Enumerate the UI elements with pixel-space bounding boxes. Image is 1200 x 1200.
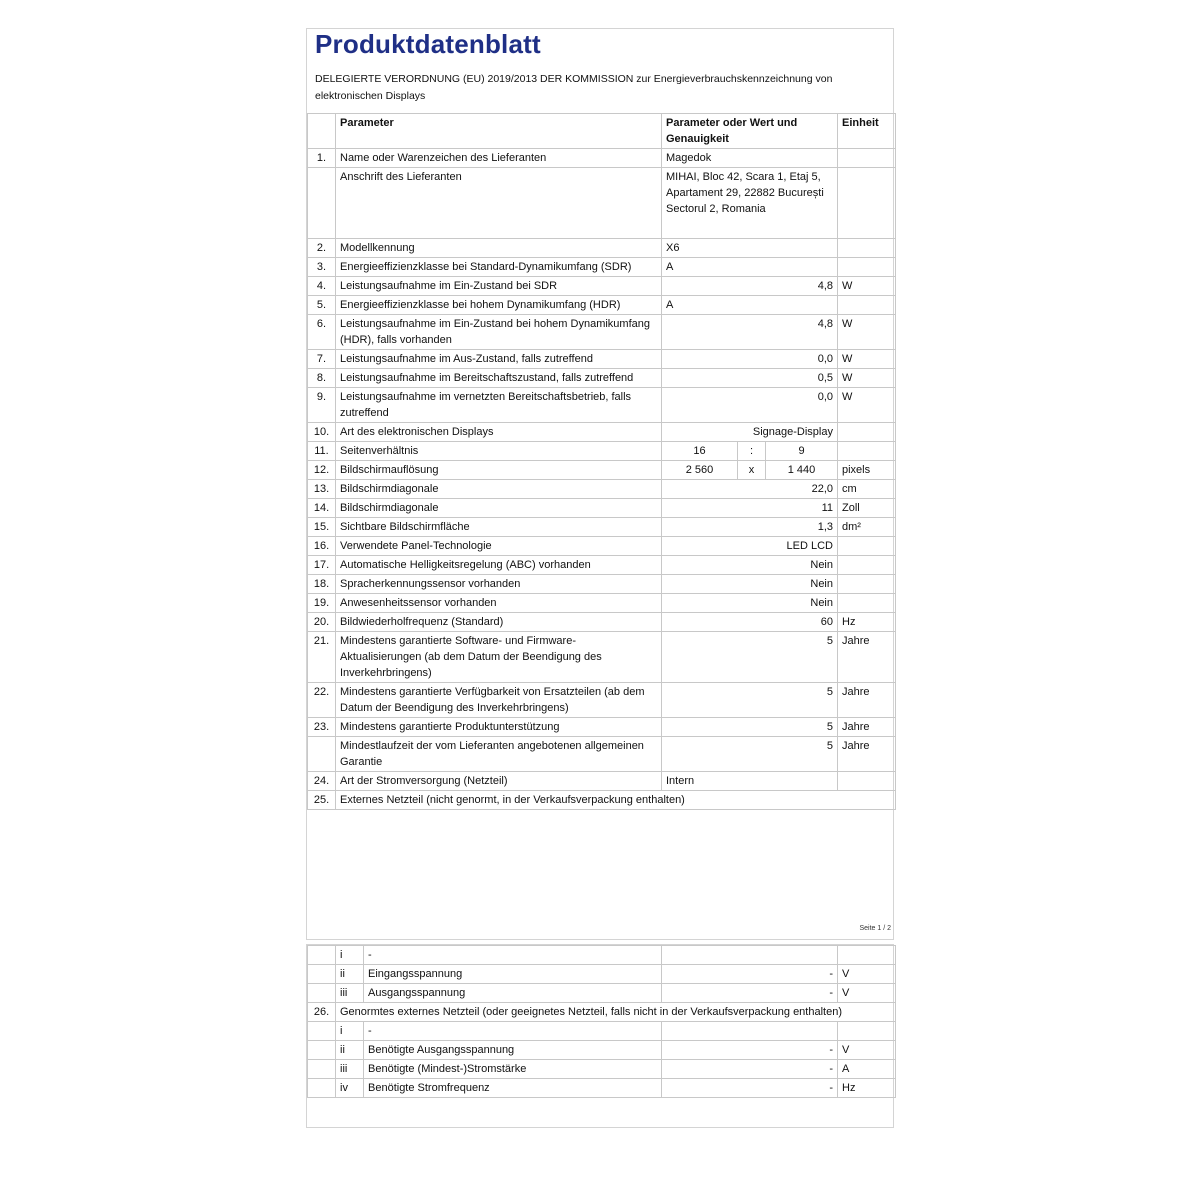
datasheet-table [307,113,896,810]
row-value: X6 [662,239,838,258]
row-unit: Jahre [838,737,896,772]
row-number: 4. [308,277,336,296]
regulation-subtitle: DELEGIERTE VERORDNUNG (EU) 2019/2013 DER KOMMISSION zur Energieverbrauchskennzeichnung von elektronischen Displays [315,73,833,102]
table-row [308,296,896,315]
table-row [308,575,896,594]
row-label: Seitenverhältnis [336,442,662,461]
table-row [308,556,896,575]
table-row [308,388,896,423]
power-supply-table [307,945,896,1098]
row-subnumber: i [336,946,364,965]
table-row [308,499,896,518]
row-unit: A [838,1060,896,1079]
row-value: - [662,965,838,984]
row-value: 5 [662,737,838,772]
row-label: Automatische Helligkeitsregelung (ABC) vorhanden [336,556,662,575]
row-value: - [662,984,838,1003]
supplier-address: MIHAI, Bloc 42, Scara 1, Etaj 5, Apartament 29, 22882 București Sectorul 2, Romania [662,168,838,239]
row-value: - [662,1060,838,1079]
row-label: Mindestlaufzeit der vom Lieferanten angebotenen allgemeinen Garantie [336,737,662,772]
row-label: Energieeffizienzklasse bei Standard-Dynamikumfang (SDR) [336,258,662,277]
row-number: 15. [308,518,336,537]
row-value: 1,3 [662,518,838,537]
row-label: - [364,946,662,965]
row-unit: Zoll [838,499,896,518]
row-label: Anwesenheitssensor vorhanden [336,594,662,613]
row-value: Nein [662,556,838,575]
row-label: Ausgangsspannung [364,984,662,1003]
table-row [308,480,896,499]
row-subnumber: iv [336,1079,364,1098]
table-row [308,613,896,632]
resolution-separator: x [738,461,766,480]
row-number: 24. [308,772,336,791]
row-label: Mindestens garantierte Produktunterstützung [336,718,662,737]
header-parameter: Parameter [336,114,662,149]
table-row [308,984,896,1003]
row-value: 4,8 [662,315,838,350]
row-label: Leistungsaufnahme im Ein-Zustand bei hohem Dynamikumfang (HDR), falls vorhanden [336,315,662,350]
row-unit: V [838,965,896,984]
row-number: 16. [308,537,336,556]
row-label: Benötigte Stromfrequenz [364,1079,662,1098]
table-row [308,277,896,296]
row-label: Mindestens garantierte Software- und Firmware-Aktualisierungen (ab dem Datum der Beendigung des Inverkehrbringens) [336,632,662,683]
row-number: 21. [308,632,336,683]
row-value: 4,8 [662,277,838,296]
aspect-width: 16 [662,442,738,461]
row-label: Name oder Warenzeichen des Lieferanten [336,149,662,168]
table-row [308,442,896,461]
row-label: Modellkennung [336,239,662,258]
row-value: 11 [662,499,838,518]
resolution-width: 2 560 [662,461,738,480]
row-unit: V [838,1041,896,1060]
row-value: 5 [662,632,838,683]
row-value: 5 [662,683,838,718]
row-value: LED LCD [662,537,838,556]
aspect-separator: : [738,442,766,461]
row-label: Bildschirmauflösung [336,461,662,480]
table-row [308,350,896,369]
row-label: - [364,1022,662,1041]
row-number: 18. [308,575,336,594]
row-value: Nein [662,594,838,613]
row-label: Art des elektronischen Displays [336,423,662,442]
table-row [308,718,896,737]
page-number: Seite 1 / 2 [859,925,891,932]
row-unit: W [838,350,896,369]
row-label: Anschrift des Lieferanten [336,168,662,239]
table-row [308,461,896,480]
row-value: 0,0 [662,350,838,369]
datasheet-page-1 [306,28,894,940]
row-unit: W [838,315,896,350]
row-number: 25. [308,791,336,810]
row-value: 60 [662,613,838,632]
header-unit: Einheit [838,114,896,149]
header-value: Parameter oder Wert und Genauigkeit [662,114,838,149]
row-number: 23. [308,718,336,737]
row-label: Benötigte Ausgangsspannung [364,1041,662,1060]
row-label: Energieeffizienzklasse bei hohem Dynamikumfang (HDR) [336,296,662,315]
row-value: Intern [662,772,838,791]
row-number: 9. [308,388,336,423]
table-row [308,168,896,239]
row-number: 20. [308,613,336,632]
table-row [308,772,896,791]
table-row [308,537,896,556]
row-label: Sichtbare Bildschirmfläche [336,518,662,537]
row-subnumber: iii [336,984,364,1003]
row-value: A [662,258,838,277]
row-number: 22. [308,683,336,718]
row-number: 2. [308,239,336,258]
row-label: Eingangsspannung [364,965,662,984]
row-value: - [662,1079,838,1098]
row-label: Bildschirmdiagonale [336,499,662,518]
row-number: 13. [308,480,336,499]
row-value: Signage-Display [662,423,838,442]
table-row [308,258,896,277]
resolution-height: 1 440 [766,461,838,480]
table-row [308,737,896,772]
row-number: 12. [308,461,336,480]
row-label: Verwendete Panel-Technologie [336,537,662,556]
row-label: Mindestens garantierte Verfügbarkeit von Ersatzteilen (ab dem Datum der Beendigung des Inverkehrbringens) [336,683,662,718]
row-unit: Hz [838,613,896,632]
row-number: 7. [308,350,336,369]
table-row [308,791,896,810]
table-row [308,423,896,442]
table-row [308,1079,896,1098]
row-number: 17. [308,556,336,575]
row-value: 0,0 [662,388,838,423]
row-label: Bildwiederholfrequenz (Standard) [336,613,662,632]
row-unit: cm [838,480,896,499]
row-value: - [662,1041,838,1060]
aspect-height: 9 [766,442,838,461]
table-row [308,946,896,965]
table-row [308,594,896,613]
row-value: 5 [662,718,838,737]
row-unit: W [838,388,896,423]
row-unit: pixels [838,461,896,480]
table-row [308,149,896,168]
row-value: 0,5 [662,369,838,388]
row-subnumber: i [336,1022,364,1041]
row-unit: dm² [838,518,896,537]
row-label: Leistungsaufnahme im Bereitschaftszustand, falls zutreffend [336,369,662,388]
row-subnumber: ii [336,1041,364,1060]
row-number: 14. [308,499,336,518]
row-unit: Jahre [838,632,896,683]
row-value: Nein [662,575,838,594]
table-row [308,518,896,537]
row-subnumber: iii [336,1060,364,1079]
datasheet-page-2 [306,944,894,1128]
row-number: 8. [308,369,336,388]
row-label: Leistungsaufnahme im Ein-Zustand bei SDR [336,277,662,296]
row-unit: Jahre [838,718,896,737]
row-label: Leistungsaufnahme im vernetzten Bereitschaftsbetrieb, falls zutreffend [336,388,662,423]
row-number: 1. [308,149,336,168]
row-label: Externes Netzteil (nicht genormt, in der Verkaufsverpackung enthalten) [336,791,896,810]
row-number: 11. [308,442,336,461]
row-value: 22,0 [662,480,838,499]
table-row [308,683,896,718]
row-unit: Jahre [838,683,896,718]
row-label: Genormtes externes Netzteil (oder geeignetes Netzteil, falls nicht in der Verkaufsverpackung enthalten) [336,1003,896,1022]
row-label: Leistungsaufnahme im Aus-Zustand, falls zutreffend [336,350,662,369]
row-number: 26. [308,1003,336,1022]
table-row [308,632,896,683]
table-row [308,239,896,258]
table-row [308,1060,896,1079]
row-number: 19. [308,594,336,613]
table-header-row [308,114,896,149]
row-label: Art der Stromversorgung (Netzteil) [336,772,662,791]
row-label: Spracherkennungssensor vorhanden [336,575,662,594]
row-number: 5. [308,296,336,315]
table-row [308,1022,896,1041]
row-subnumber: ii [336,965,364,984]
page-title: Produktdatenblatt [315,29,541,59]
row-value: Magedok [662,149,838,168]
table-row [308,1003,896,1022]
row-label: Bildschirmdiagonale [336,480,662,499]
row-number: 3. [308,258,336,277]
table-row [308,1041,896,1060]
row-unit: V [838,984,896,1003]
row-unit: Hz [838,1079,896,1098]
table-row [308,369,896,388]
row-unit: W [838,277,896,296]
row-number: 10. [308,423,336,442]
row-unit: W [838,369,896,388]
row-value: A [662,296,838,315]
table-row [308,965,896,984]
row-label: Benötigte (Mindest-)Stromstärke [364,1060,662,1079]
row-number: 6. [308,315,336,350]
table-row [308,315,896,350]
